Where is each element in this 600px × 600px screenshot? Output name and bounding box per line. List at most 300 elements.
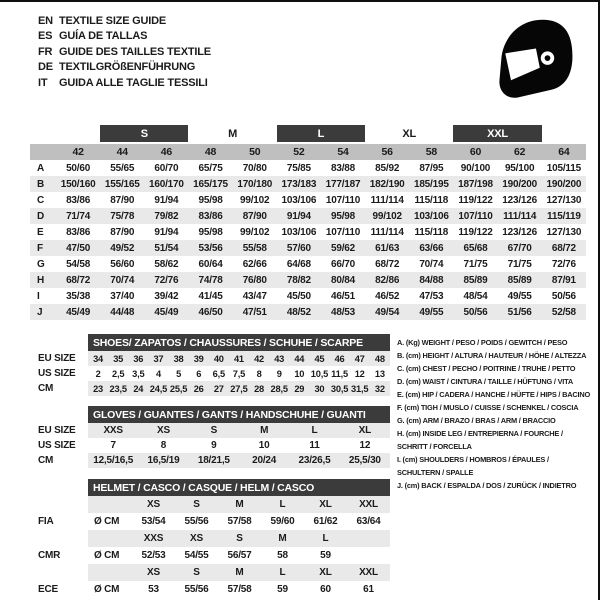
- measurement-cell: 63/66: [409, 240, 453, 256]
- measurement-cell: 111/114: [370, 226, 404, 238]
- value-cell: 2: [95, 368, 101, 379]
- measurement-cell: 39/42: [154, 290, 179, 302]
- table-row: [30, 438, 390, 453]
- value-cell: 35: [108, 351, 128, 366]
- measurement-cell: 107/110: [325, 226, 361, 238]
- value-cell: 31,5: [350, 381, 370, 396]
- size-number-cell: 64: [542, 143, 586, 160]
- size-number-cell: 46: [144, 143, 188, 160]
- value-cell: 42: [249, 351, 269, 366]
- value-cell: L: [261, 564, 304, 581]
- value-cell: 57/58: [227, 584, 252, 595]
- measurement-cell: 62/66: [242, 258, 267, 270]
- measurement-row: [30, 304, 586, 320]
- measurement-cell: 83/86: [66, 194, 91, 206]
- measurement-cell: 107/110: [453, 208, 497, 224]
- value-cell: M: [261, 530, 304, 547]
- value-cell: L: [261, 496, 304, 513]
- helmet-size-table: [30, 479, 390, 598]
- size-number-cell: 50: [233, 143, 277, 160]
- legend-item: D. (cm) WAIST / CINTURA / TAILLE / HÜFTUNG / VITA: [397, 377, 574, 386]
- unit-cell: Ø CM: [94, 584, 120, 595]
- measurement-cell: 190/200: [498, 176, 542, 192]
- measurement-cell: 47/53: [419, 290, 444, 302]
- language-row: [38, 44, 211, 60]
- measurement-cell: 90/100: [460, 162, 491, 174]
- measurement-cell: 72/76: [144, 272, 188, 288]
- value-cell: S: [175, 564, 218, 581]
- language-code: EN: [38, 14, 53, 27]
- table-row: [30, 513, 390, 530]
- measurement-cell: 49/55: [507, 290, 532, 302]
- measurement-cell: 68/72: [542, 240, 586, 256]
- value-cell: 61: [363, 584, 374, 595]
- row-label-cell: [30, 564, 88, 581]
- table-row: [30, 547, 390, 564]
- value-cell: 53: [148, 584, 159, 595]
- value-cell: 54/55: [184, 550, 209, 561]
- measurement-cell: 119/122: [458, 194, 493, 206]
- value-cell: XS: [175, 530, 218, 547]
- measurement-cell: 47/50: [56, 240, 100, 256]
- row-label-cell: [30, 496, 88, 513]
- measurement-cell: 115/118: [414, 194, 449, 206]
- helmet-icon: [487, 12, 583, 110]
- measurement-cell: 46/52: [375, 290, 400, 302]
- table-row: [30, 530, 390, 547]
- measurement-cell: 95/98: [198, 226, 223, 238]
- measurement-cell: 111/114: [498, 208, 542, 224]
- measurement-cell: 87/95: [419, 162, 444, 174]
- value-cell: [347, 547, 390, 564]
- value-cell: 57/58: [227, 516, 252, 527]
- measurement-cell: 119/122: [458, 226, 493, 238]
- row-label-cell: C: [37, 194, 45, 206]
- measurement-cell: 53/56: [188, 240, 232, 256]
- value-cell: XS: [138, 423, 188, 438]
- language-title: GUIDE DES TAILLES TEXTILE: [59, 45, 211, 58]
- measurement-cell: 127/130: [546, 226, 582, 238]
- legend-item: E. (cm) HIP / CADERA / HANCHE / HÜFTE / HIPS / BACINO: [397, 390, 591, 399]
- measurement-cell: 45/50: [286, 290, 311, 302]
- measurement-cell: 182/190: [365, 176, 409, 192]
- measurement-cell: 95/98: [321, 208, 365, 224]
- measurement-cell: 48/52: [277, 304, 321, 320]
- language-code: DE: [38, 61, 53, 74]
- value-cell: 53/54: [141, 516, 166, 527]
- measurement-cell: 49/52: [100, 240, 144, 256]
- language-row: [38, 60, 211, 76]
- measurement-cell: 50/60: [66, 162, 91, 174]
- value-cell: 30: [309, 381, 329, 396]
- value-cell: L: [289, 423, 339, 438]
- measurement-cell: 44/48: [100, 304, 144, 320]
- measurement-cell: 103/106: [409, 208, 453, 224]
- row-label-cell: EU SIZE: [30, 351, 88, 366]
- measurement-cell: 115/118: [414, 226, 449, 238]
- size-number-cell: 52: [277, 143, 321, 160]
- measurement-cell: 47/51: [233, 304, 277, 320]
- value-cell: XXS: [88, 423, 138, 438]
- measurement-cell: 187/198: [453, 176, 497, 192]
- value-cell: 28,5: [269, 381, 289, 396]
- value-cell: 63/64: [356, 516, 381, 527]
- measurement-cell: 37/40: [110, 290, 135, 302]
- measurement-row: [30, 208, 586, 224]
- value-cell: 44: [289, 351, 309, 366]
- row-label-cell: G: [37, 258, 45, 270]
- row-label-cell: F: [30, 240, 56, 256]
- measurement-cell: 160/170: [144, 176, 188, 192]
- measurement-row: [30, 160, 586, 176]
- measurement-cell: 67/70: [498, 240, 542, 256]
- value-cell: 20/24: [239, 453, 289, 468]
- table-row: [30, 581, 390, 598]
- size-group-xxl: XXL: [453, 125, 541, 143]
- legend-item: C. (cm) CHEST / PECHO / POITRINE / TRUHE / PETTO: [397, 364, 576, 373]
- value-cell: 10,5: [310, 368, 329, 379]
- value-cell: 59: [320, 550, 331, 561]
- value-cell: L: [304, 530, 347, 547]
- measurement-cell: 46/51: [331, 290, 356, 302]
- measurement-cell: 87/90: [110, 226, 135, 238]
- value-cell: 11,5: [331, 368, 348, 379]
- legend-item: I. (cm) SHOULDERS / HOMBROS / ÉPAULES / SCHULTERN / SPALLE: [397, 455, 549, 477]
- value-cell: 37: [148, 351, 168, 366]
- value-cell: 28: [249, 381, 269, 396]
- unit-cell: Ø CM: [94, 516, 120, 527]
- value-cell: XXL: [347, 496, 390, 513]
- value-cell: 60: [320, 584, 331, 595]
- language-code: FR: [38, 45, 53, 58]
- measurement-cell: 95/98: [198, 194, 223, 206]
- gloves-title-row: [30, 406, 390, 423]
- value-cell: 34: [88, 351, 108, 366]
- measurement-cell: 123/126: [502, 194, 538, 206]
- shoes-title-row: [30, 334, 390, 351]
- measurement-cell: 72/76: [551, 258, 576, 270]
- measurement-cell: 50/56: [453, 304, 497, 320]
- row-label-cell: D: [30, 208, 56, 224]
- measurement-cell: 75/85: [286, 162, 311, 174]
- table-row: [30, 453, 390, 468]
- language-title: GUÍA DE TALLAS: [59, 30, 148, 43]
- measurement-cell: 58/62: [154, 258, 179, 270]
- measurement-row: [30, 224, 586, 240]
- language-title: GUIDA ALLE TAGLIE TESSILI: [59, 76, 208, 89]
- measurement-row: [30, 240, 586, 256]
- measurement-cell: 85/89: [498, 272, 542, 288]
- measurement-cell: 87/91: [542, 272, 586, 288]
- value-cell: 16,5/19: [138, 453, 188, 468]
- legend-item: B. (cm) HEIGHT / ALTURA / HAUTEUR / HÖHE / ALTEZZA: [397, 351, 587, 360]
- measurement-cell: 71/75: [463, 258, 488, 270]
- value-cell: 55/56: [184, 516, 209, 527]
- size-group-row: [30, 125, 586, 143]
- shoes-size-table: [30, 334, 390, 396]
- value-cell: 23,5: [108, 381, 128, 396]
- value-cell: 38: [169, 351, 189, 366]
- value-cell: 18/21,5: [189, 453, 239, 468]
- measurement-cell: 74/78: [188, 272, 232, 288]
- value-cell: 7,5: [232, 368, 246, 379]
- value-cell: 48: [370, 351, 390, 366]
- value-cell: XS: [132, 496, 175, 513]
- measurement-cell: 57/60: [277, 240, 321, 256]
- measurement-cell: 87/90: [233, 208, 277, 224]
- value-cell: 47: [350, 351, 370, 366]
- value-cell: XXS: [132, 530, 175, 547]
- language-code: ES: [38, 30, 53, 43]
- language-row: [38, 75, 211, 91]
- measurement-cell: 70/80: [242, 162, 267, 174]
- value-cell: 2,5: [112, 368, 125, 379]
- measurement-cell: 75/78: [100, 208, 144, 224]
- value-cell: 25,5/30: [340, 453, 390, 468]
- measurement-cell: 83/88: [331, 162, 356, 174]
- row-label-cell: I: [37, 290, 40, 302]
- helmet-title-bar: HELMET / CASCO / CASQUE / HELM / CASCO: [88, 479, 390, 496]
- value-cell: [88, 496, 132, 513]
- language-title: TEXTILGRÖßENFÜHRUNG: [59, 61, 196, 74]
- measurement-cell: 99/102: [240, 226, 270, 238]
- row-label-cell: US SIZE: [30, 438, 88, 453]
- measurement-cell: 190/200: [542, 176, 586, 192]
- value-cell: 10: [294, 368, 305, 379]
- measurement-cell: 70/74: [100, 272, 144, 288]
- value-cell: 9: [276, 368, 282, 379]
- measurement-row: [30, 288, 586, 304]
- row-label-cell: CM: [30, 381, 88, 396]
- size-number-cell: 60: [453, 143, 497, 160]
- row-label-cell: US SIZE: [30, 366, 88, 381]
- value-cell: 5: [176, 368, 182, 379]
- measurement-cell: 48/54: [463, 290, 488, 302]
- value-cell: 8: [256, 368, 262, 379]
- value-cell: 27,5: [229, 381, 249, 396]
- measurement-legend: [397, 336, 591, 492]
- value-cell: [88, 530, 132, 547]
- value-cell: 4: [155, 368, 161, 379]
- value-cell: 32: [370, 381, 390, 396]
- size-number-cell: 54: [321, 143, 365, 160]
- row-label-cell: CM: [30, 453, 88, 468]
- value-cell: 8: [160, 440, 167, 451]
- measurement-cell: 55/65: [110, 162, 135, 174]
- measurement-cell: 64/68: [286, 258, 311, 270]
- measurement-cell: 48/53: [321, 304, 365, 320]
- measurement-cell: 51/54: [144, 240, 188, 256]
- value-cell: 3,5: [132, 368, 145, 379]
- measurement-cell: 150/160: [56, 176, 100, 192]
- measurement-cell: 59/62: [321, 240, 365, 256]
- row-label-cell: [30, 143, 56, 160]
- value-cell: 10: [258, 440, 270, 451]
- size-number-cell: 56: [365, 143, 409, 160]
- measurement-cell: 80/84: [321, 272, 365, 288]
- measurement-cell: 43/47: [242, 290, 267, 302]
- size-group-s: S: [100, 125, 188, 143]
- value-cell: 45: [309, 351, 329, 366]
- value-cell: 61/62: [313, 516, 338, 527]
- measurement-cell: 66/70: [331, 258, 356, 270]
- measurement-cell: 85/92: [375, 162, 400, 174]
- value-cell: 29: [289, 381, 309, 396]
- language-code: IT: [38, 76, 48, 89]
- measurement-cell: 68/72: [56, 272, 100, 288]
- measurement-cell: 35/38: [66, 290, 91, 302]
- measurement-cell: 54/58: [66, 258, 91, 270]
- measurement-cell: 155/165: [100, 176, 144, 192]
- value-cell: 13: [374, 368, 385, 379]
- value-cell: [347, 530, 390, 547]
- measurement-cell: 55/58: [233, 240, 277, 256]
- value-cell: 56/57: [227, 550, 252, 561]
- size-group-spacer: [542, 125, 586, 143]
- value-cell: 40: [209, 351, 229, 366]
- value-cell: 27: [209, 381, 229, 396]
- measurement-cell: 173/183: [277, 176, 321, 192]
- legend-item: J. (cm) BACK / ESPALDA / DOS / ZURÜCK / INDIETRO: [397, 481, 577, 490]
- row-label-cell: E: [37, 226, 44, 238]
- legend-item: F. (cm) TIGH / MUSLO / CUISSE / SCHENKEL / COSCIA: [397, 403, 579, 412]
- row-label-cell: EU SIZE: [30, 423, 88, 438]
- measurement-cell: 41/45: [198, 290, 223, 302]
- legend-item: G. (cm) ARM / BRAZO / BRAS / ARM / BRACCIO: [397, 416, 556, 425]
- value-cell: 30,5: [330, 381, 350, 396]
- row-label-cell: [30, 479, 88, 496]
- measurement-cell: 115/119: [542, 208, 586, 224]
- language-header: [38, 13, 211, 91]
- measurement-cell: 56/60: [110, 258, 135, 270]
- table-row: [30, 564, 390, 581]
- measurement-cell: 165/175: [188, 176, 232, 192]
- measurement-cell: 83/86: [66, 226, 91, 238]
- value-cell: 23/26,5: [289, 453, 339, 468]
- row-label-cell: [30, 334, 88, 351]
- legend-item: A. (Kg) WEIGHT / PESO / POIDS / GEWITCH / PESO: [397, 338, 568, 347]
- measurement-cell: 79/82: [144, 208, 188, 224]
- measurement-cell: 60/64: [198, 258, 223, 270]
- row-label-cell: A: [37, 162, 45, 174]
- size-number-cell: 62: [498, 143, 542, 160]
- measurement-cell: 170/180: [233, 176, 277, 192]
- table-row: [30, 351, 390, 366]
- value-cell: S: [175, 496, 218, 513]
- row-label-cell: J: [30, 304, 56, 320]
- value-cell: [88, 564, 132, 581]
- measurement-cell: 45/49: [144, 304, 188, 320]
- shoes-title-bar: SHOES/ ZAPATOS / CHAUSSURES / SCHUHE / SCARPE: [88, 334, 390, 351]
- row-label-cell: [30, 406, 88, 423]
- measurement-cell: 61/63: [365, 240, 409, 256]
- measurement-cell: 91/94: [277, 208, 321, 224]
- measurement-cell: 76/80: [233, 272, 277, 288]
- value-cell: 43: [269, 351, 289, 366]
- value-cell: 7: [110, 440, 116, 451]
- value-cell: 24: [128, 381, 148, 396]
- size-number-cell: 58: [409, 143, 453, 160]
- measurement-cell: 91/94: [154, 194, 179, 206]
- measurement-row: [30, 272, 586, 288]
- value-cell: 41: [229, 351, 249, 366]
- measurement-cell: 65/75: [198, 162, 223, 174]
- value-cell: XL: [340, 423, 390, 438]
- measurement-cell: 52/58: [542, 304, 586, 320]
- value-cell: 39: [189, 351, 209, 366]
- value-cell: 36: [128, 351, 148, 366]
- size-group-m: M: [188, 125, 276, 143]
- size-group-spacer: [30, 125, 100, 143]
- value-cell: 23: [88, 381, 108, 396]
- size-number-cell: 44: [100, 143, 144, 160]
- measurement-cell: 49/55: [409, 304, 453, 320]
- value-cell: 24,5: [148, 381, 168, 396]
- value-cell: 59: [277, 584, 288, 595]
- measurement-cell: 127/130: [546, 194, 582, 206]
- value-cell: 55/56: [184, 584, 209, 595]
- measurement-cell: 49/54: [365, 304, 409, 320]
- measurement-cell: 70/74: [419, 258, 444, 270]
- row-label-cell: B: [30, 176, 56, 192]
- language-title: TEXTILE SIZE GUIDE: [59, 14, 167, 27]
- value-cell: 12,5/16,5: [88, 453, 138, 468]
- measurement-cell: 65/68: [453, 240, 497, 256]
- size-number-band: [30, 143, 586, 160]
- measurement-cell: 71/75: [507, 258, 532, 270]
- main-size-table: [30, 125, 586, 320]
- value-cell: 26: [189, 381, 209, 396]
- measurement-cell: 103/106: [281, 194, 317, 206]
- value-cell: 58: [277, 550, 288, 561]
- gloves-size-table: [30, 406, 390, 468]
- value-cell: 12: [354, 368, 365, 379]
- helmet-title-row: [30, 479, 390, 496]
- row-label-cell: FIA: [30, 513, 88, 530]
- measurement-cell: 84/88: [409, 272, 453, 288]
- table-row: [30, 366, 390, 381]
- value-cell: XL: [304, 564, 347, 581]
- value-cell: 11: [309, 440, 320, 451]
- measurement-cell: 111/114: [370, 194, 404, 206]
- unit-cell: Ø CM: [94, 550, 120, 561]
- size-number-cell: 42: [56, 143, 100, 160]
- measurement-row: [30, 256, 586, 272]
- value-cell: XL: [304, 496, 347, 513]
- size-group-l: L: [277, 125, 365, 143]
- measurement-cell: 87/90: [110, 194, 135, 206]
- measurement-row: [30, 192, 586, 208]
- row-label-cell: [30, 530, 88, 547]
- value-cell: 25,5: [169, 381, 189, 396]
- measurement-cell: 99/102: [365, 208, 409, 224]
- measurement-cell: 185/195: [409, 176, 453, 192]
- measurement-cell: 60/70: [154, 162, 179, 174]
- measurement-cell: 107/110: [325, 194, 361, 206]
- measurement-cell: 82/86: [365, 272, 409, 288]
- size-number-cell: 48: [188, 143, 232, 160]
- measurement-cell: 105/115: [546, 162, 581, 174]
- measurement-cell: 83/86: [188, 208, 232, 224]
- row-label-cell: ECE: [30, 581, 88, 598]
- value-cell: 12: [359, 440, 371, 451]
- measurement-cell: 71/74: [56, 208, 100, 224]
- value-cell: XS: [132, 564, 175, 581]
- measurement-cell: 45/49: [56, 304, 100, 320]
- measurement-cell: 78/82: [277, 272, 321, 288]
- gloves-title-bar: GLOVES / GUANTES / GANTS / HANDSCHUHE / GUANTI: [88, 406, 390, 423]
- language-row: [38, 29, 211, 45]
